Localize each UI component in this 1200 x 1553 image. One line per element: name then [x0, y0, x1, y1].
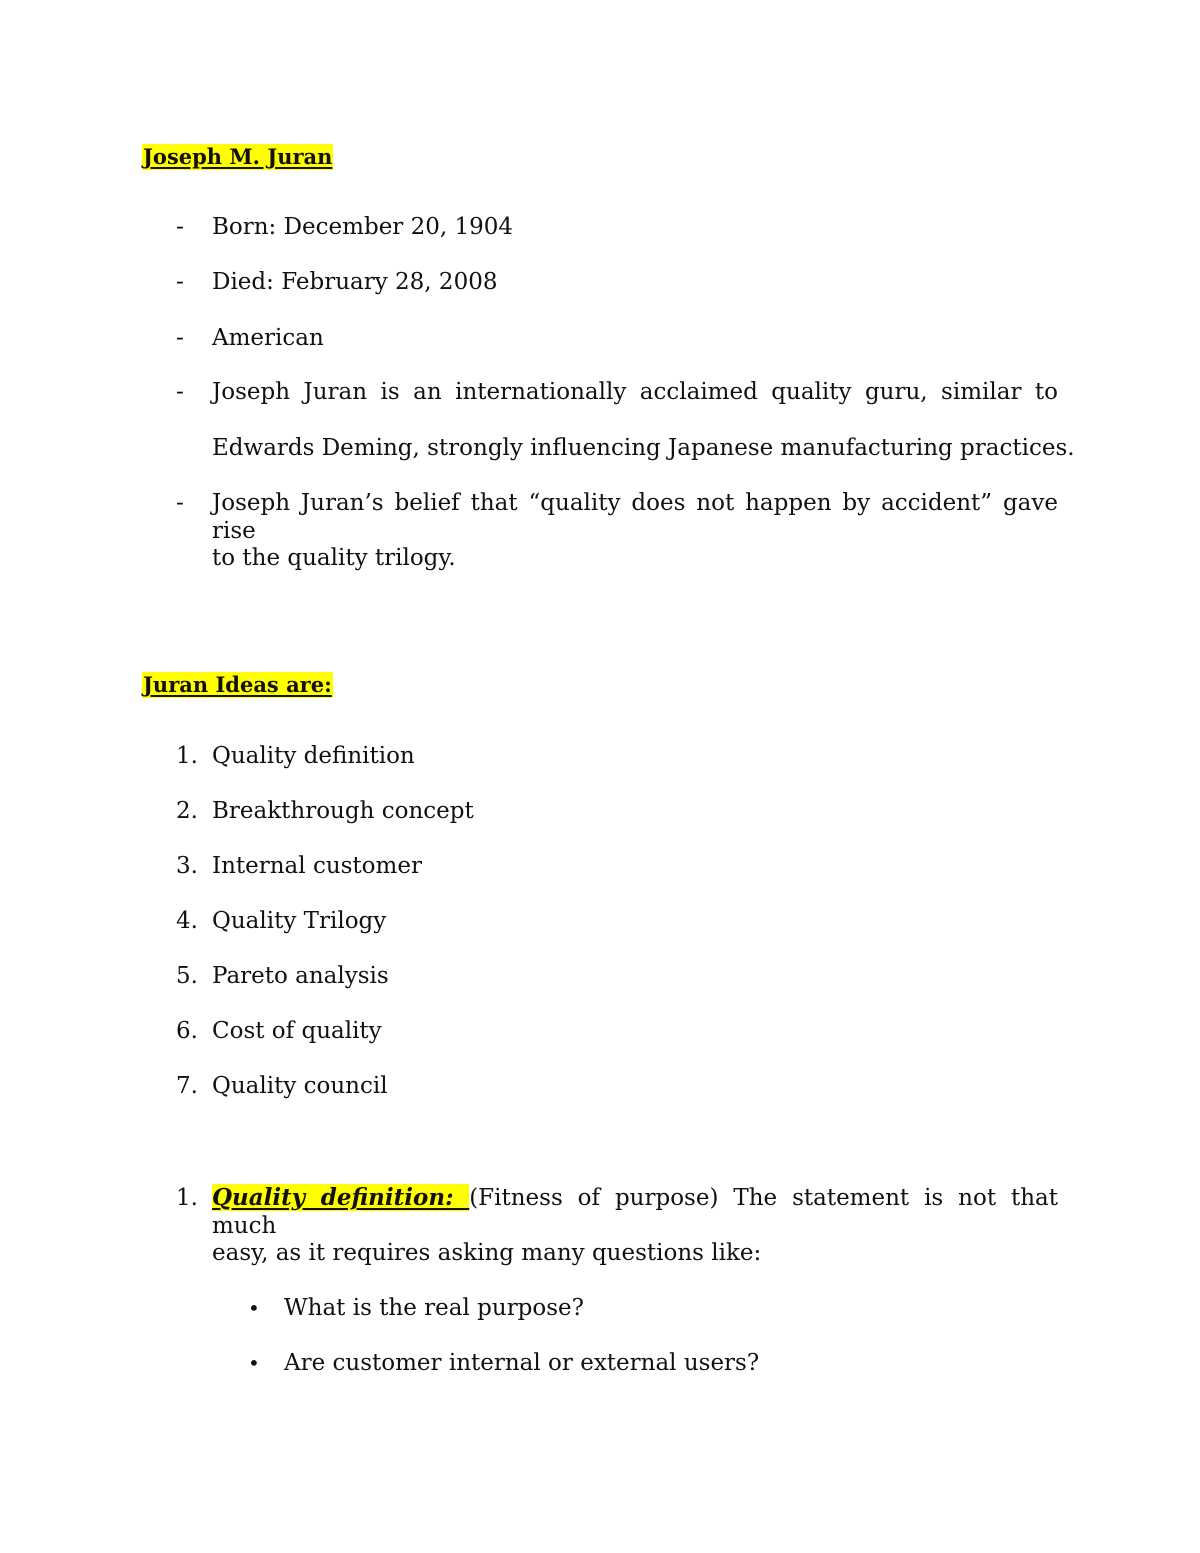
list-number: 7. — [176, 1073, 198, 1099]
list-number: 5. — [176, 963, 198, 989]
bullet-marker: • — [248, 1351, 260, 1375]
idea-item: Quality Trilogy — [212, 908, 387, 934]
bio-description-line-1-text: Joseph Juran is an internationally acclaimed quality guru, similar to — [212, 379, 1058, 405]
bio-died: Died: February 28, 2008 — [212, 269, 498, 295]
quality-definition-line-1-text — [212, 1184, 1059, 1239]
bio-born: Born: December 20, 1904 — [212, 214, 514, 240]
idea-item: Internal customer — [212, 853, 422, 879]
bio-nationality: American — [212, 325, 324, 351]
dash-marker: - — [176, 214, 184, 240]
list-number: 1. — [176, 1185, 198, 1211]
heading-juran-ideas: Juran Ideas are: — [143, 672, 332, 697]
bio-belief-line-2: to the quality trilogy. — [212, 545, 456, 571]
quality-definition-term: Quality definition: — [212, 1184, 470, 1211]
quality-definition-rest: (Fitness of purpose) The statement is not that much — [212, 1185, 1059, 1239]
bullet-marker: • — [248, 1296, 260, 1320]
list-number: 1. — [176, 743, 198, 769]
list-number: 6. — [176, 1018, 198, 1044]
bio-description-line-1 — [212, 378, 1058, 406]
quality-definition-line-1 — [212, 1184, 1059, 1239]
idea-item: Cost of quality — [212, 1018, 382, 1044]
quality-definition-line-2: easy, as it requires asking many questions like: — [212, 1240, 762, 1266]
bio-belief-line-1 — [212, 489, 1058, 544]
list-number: 3. — [176, 853, 198, 879]
question-item: What is the real purpose? — [284, 1295, 584, 1321]
bio-description-line-2: Edwards Deming, strongly influencing Japanese manufacturing practices. — [212, 435, 1075, 461]
dash-marker: - — [176, 269, 184, 295]
idea-item: Quality definition — [212, 743, 415, 769]
question-item: Are customer internal or external users? — [284, 1350, 760, 1376]
heading-joseph-juran: Joseph M. Juran — [143, 144, 333, 169]
idea-item: Quality council — [212, 1073, 388, 1099]
dash-marker: - — [176, 325, 184, 351]
idea-item: Pareto analysis — [212, 963, 389, 989]
list-number: 4. — [176, 908, 198, 934]
dash-marker: - — [176, 490, 184, 516]
idea-item: Breakthrough concept — [212, 798, 474, 824]
list-number: 2. — [176, 798, 198, 824]
bio-belief-line-1-text: Joseph Juran’s belief that “quality does not happen by accident” gave rise — [212, 490, 1058, 544]
dash-marker: - — [176, 379, 184, 405]
